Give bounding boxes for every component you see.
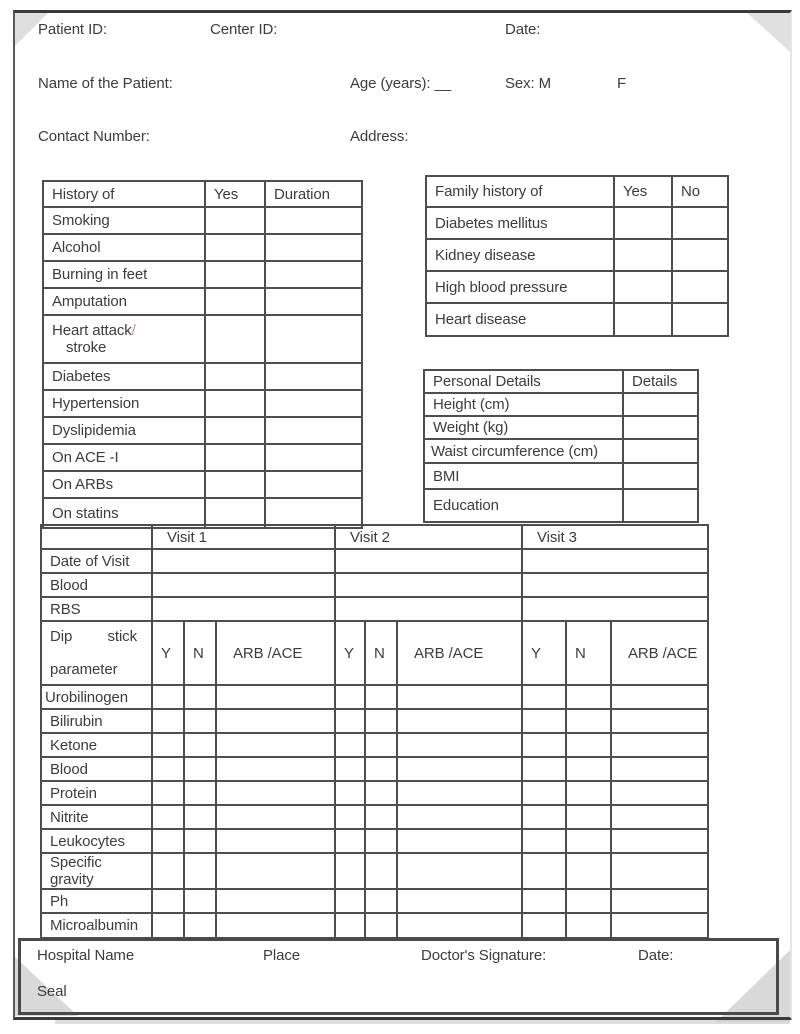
blank-cell — [614, 207, 672, 239]
blank-cell — [365, 733, 397, 757]
table-row — [41, 853, 708, 889]
blank-cell — [566, 709, 611, 733]
blank-cell — [611, 757, 708, 781]
blank-cell — [205, 315, 265, 363]
blank-cell — [184, 889, 216, 913]
blank-cell — [265, 261, 362, 288]
table-row — [43, 444, 362, 471]
blank-cell — [152, 573, 335, 597]
blank-cell — [335, 781, 365, 805]
blank-cell — [623, 416, 698, 439]
personal-details-table — [423, 369, 699, 523]
row-label: Waist circumference (cm) — [424, 439, 623, 463]
table-row — [43, 471, 362, 498]
blank-cell — [611, 889, 708, 913]
blank-cell — [522, 709, 566, 733]
table-row — [424, 393, 698, 416]
row-label: Ketone — [41, 733, 152, 757]
visit-header-row — [41, 525, 708, 549]
table-row — [424, 463, 698, 489]
blank-cell — [265, 444, 362, 471]
row-label: Diabetes mellitus — [426, 207, 614, 239]
blank-cell — [184, 913, 216, 938]
blank-cell — [152, 709, 184, 733]
blank-cell — [184, 685, 216, 709]
blank-cell — [265, 417, 362, 444]
hospital-name-label: Hospital Name — [37, 947, 135, 964]
blank-cell — [205, 444, 265, 471]
blank-cell — [522, 685, 566, 709]
family-header-row — [426, 176, 728, 207]
page-corner-fold-top-right — [745, 11, 790, 52]
blank-cell — [265, 363, 362, 390]
row-label: High blood pressure — [426, 271, 614, 303]
row-label: Amputation — [43, 288, 205, 315]
blank-cell — [365, 709, 397, 733]
address-label: Address: — [350, 128, 409, 145]
blank-cell — [216, 829, 335, 853]
blank-cell — [216, 889, 335, 913]
personal-details-header: Personal Details — [424, 370, 623, 393]
blank-cell — [335, 829, 365, 853]
row-label: Urobilinogen — [41, 685, 152, 709]
blank-cell — [611, 733, 708, 757]
table-row — [424, 416, 698, 439]
blank-cell — [216, 757, 335, 781]
row-label: Dyslipidemia — [43, 417, 205, 444]
table-row — [426, 239, 728, 271]
row-label: Leukocytes — [41, 829, 152, 853]
blank-cell — [216, 853, 335, 889]
row-label: Protein — [41, 781, 152, 805]
n-header: N — [184, 621, 216, 685]
blank-cell — [335, 709, 365, 733]
blank-cell — [205, 363, 265, 390]
row-label: Nitrite — [41, 805, 152, 829]
table-row — [43, 261, 362, 288]
blank-cell — [335, 597, 522, 621]
blank-cell — [335, 549, 522, 573]
blank-cell — [397, 829, 522, 853]
row-label: On ARBs — [43, 471, 205, 498]
blank-cell — [522, 781, 566, 805]
blank-cell — [397, 709, 522, 733]
row-label: BMI — [424, 463, 623, 489]
n-header: N — [566, 621, 611, 685]
blank-cell — [397, 685, 522, 709]
blank-cell — [205, 234, 265, 261]
blank-cell — [205, 417, 265, 444]
row-label: Bilirubin — [41, 709, 152, 733]
seal-date-label: Date: — [638, 947, 674, 964]
blank-cell — [216, 913, 335, 938]
blank-cell — [152, 805, 184, 829]
blank-cell — [522, 733, 566, 757]
row-label: Date of Visit — [41, 549, 152, 573]
blank-cell — [265, 471, 362, 498]
blank-cell — [205, 471, 265, 498]
blank-cell — [566, 733, 611, 757]
patient-name-label: Name of the Patient: — [38, 75, 173, 92]
hospital-seal-box — [18, 938, 779, 1015]
table-row — [426, 271, 728, 303]
blank-cell — [672, 271, 728, 303]
blank-cell — [205, 288, 265, 315]
blank-cell — [184, 853, 216, 889]
blank-cell — [672, 303, 728, 336]
table-row — [424, 439, 698, 463]
yes-header: Yes — [614, 176, 672, 207]
blank-cell — [335, 573, 522, 597]
table-row — [424, 489, 698, 522]
blank-cell — [365, 685, 397, 709]
blank-cell — [522, 597, 708, 621]
row-label: Smoking — [43, 207, 205, 234]
row-label: Heart disease — [426, 303, 614, 336]
table-row — [43, 363, 362, 390]
arb-ace-header: ARB /ACE — [216, 621, 335, 685]
blank-cell — [397, 733, 522, 757]
blank-cell — [623, 439, 698, 463]
date-label: Date: — [505, 21, 541, 38]
yes-header: Yes — [205, 181, 265, 207]
visit-1-header: Visit 1 — [152, 525, 335, 549]
history-header: History of — [43, 181, 205, 207]
blank-cell — [205, 390, 265, 417]
blank-cell — [522, 853, 566, 889]
blank-cell — [522, 829, 566, 853]
blank-cell — [365, 757, 397, 781]
table-row — [41, 913, 708, 938]
blank-cell — [397, 853, 522, 889]
blank-cell — [522, 805, 566, 829]
sex-female-label: F — [617, 75, 627, 92]
visit-3-header: Visit 3 — [522, 525, 708, 549]
blank-cell — [365, 913, 397, 938]
blank-cell — [335, 733, 365, 757]
personal-header-row — [424, 370, 698, 393]
table-row — [43, 207, 362, 234]
blank-cell — [672, 239, 728, 271]
blank-cell — [152, 733, 184, 757]
blank-cell — [335, 757, 365, 781]
table-row — [43, 234, 362, 261]
table-row — [43, 315, 362, 363]
y-header: Y — [522, 621, 566, 685]
table-row — [43, 417, 362, 444]
seal-label: Seal — [37, 983, 67, 1000]
blank-cell — [566, 781, 611, 805]
blank-cell — [397, 805, 522, 829]
blank-cell — [41, 525, 152, 549]
blank-cell — [184, 805, 216, 829]
blank-cell — [566, 685, 611, 709]
blank-cell — [335, 889, 365, 913]
place-label: Place — [263, 947, 301, 964]
page-shadow — [55, 1020, 790, 1024]
blank-cell — [365, 829, 397, 853]
blank-cell — [335, 913, 365, 938]
row-label: On ACE -I — [43, 444, 205, 471]
row-label: Specific gravity — [41, 853, 152, 889]
blank-cell — [611, 781, 708, 805]
patient-id-label: Patient ID: — [38, 21, 107, 38]
visit-2-header: Visit 2 — [335, 525, 522, 549]
blank-cell — [614, 303, 672, 336]
blank-cell — [566, 829, 611, 853]
duration-header: Duration — [265, 181, 362, 207]
blank-cell — [184, 757, 216, 781]
blank-cell — [522, 913, 566, 938]
blank-cell — [152, 889, 184, 913]
blank-cell — [611, 709, 708, 733]
family-history-table — [425, 175, 729, 337]
blank-cell — [566, 889, 611, 913]
row-label: Height (cm) — [424, 393, 623, 416]
table-row — [43, 390, 362, 417]
blank-cell — [216, 733, 335, 757]
blank-cell — [522, 549, 708, 573]
row-label: Ph — [41, 889, 152, 913]
red-slash: / — [131, 322, 136, 339]
blank-cell — [611, 829, 708, 853]
row-label: Kidney disease — [426, 239, 614, 271]
blank-cell — [216, 805, 335, 829]
doctor-signature-label: Doctor's Signature: — [421, 947, 547, 964]
table-row — [41, 829, 708, 853]
table-row — [41, 709, 708, 733]
table-row — [41, 733, 708, 757]
family-history-header: Family history of — [426, 176, 614, 207]
row-label: RBS — [41, 597, 152, 621]
blank-cell — [611, 913, 708, 938]
blank-cell — [152, 853, 184, 889]
blank-cell — [611, 853, 708, 889]
blank-cell — [614, 271, 672, 303]
dipstick-header-row — [41, 621, 708, 685]
table-row — [41, 597, 708, 621]
blank-cell — [152, 757, 184, 781]
arb-ace-header: ARB /ACE — [611, 621, 708, 685]
table-row — [41, 781, 708, 805]
blank-cell — [152, 549, 335, 573]
blank-cell — [672, 207, 728, 239]
blank-cell — [623, 393, 698, 416]
table-row — [41, 573, 708, 597]
blank-cell — [205, 207, 265, 234]
blank-cell — [184, 709, 216, 733]
row-label: Diabetes — [43, 363, 205, 390]
table-row — [41, 805, 708, 829]
blank-cell — [205, 261, 265, 288]
blank-cell — [152, 829, 184, 853]
blank-cell — [335, 685, 365, 709]
contact-number-label: Contact Number: — [38, 128, 150, 145]
blank-cell — [365, 853, 397, 889]
y-header: Y — [335, 621, 365, 685]
blank-cell — [152, 913, 184, 938]
blank-cell — [184, 733, 216, 757]
y-header: Y — [152, 621, 184, 685]
row-label: Alcohol — [43, 234, 205, 261]
blank-cell — [216, 685, 335, 709]
row-label: Burning in feet — [43, 261, 205, 288]
blank-cell — [566, 853, 611, 889]
blank-cell — [397, 781, 522, 805]
blank-cell — [335, 805, 365, 829]
row-label: Hypertension — [43, 390, 205, 417]
details-header: Details — [623, 370, 698, 393]
table-row — [426, 303, 728, 336]
blank-cell — [614, 239, 672, 271]
age-label: Age (years): __ — [350, 75, 452, 92]
n-header: N — [365, 621, 397, 685]
blank-cell — [365, 889, 397, 913]
blank-cell — [611, 805, 708, 829]
blank-cell — [397, 889, 522, 913]
blank-cell — [265, 390, 362, 417]
blank-cell — [216, 709, 335, 733]
blank-cell — [623, 463, 698, 489]
row-label: On statins — [43, 498, 205, 528]
center-id-label: Center ID: — [210, 21, 278, 38]
table-row — [41, 889, 708, 913]
blank-cell — [216, 781, 335, 805]
blank-cell — [152, 685, 184, 709]
blank-cell — [265, 315, 362, 363]
blank-cell — [265, 207, 362, 234]
row-label: Blood — [41, 757, 152, 781]
history-header-row — [43, 181, 362, 207]
row-label: Blood — [41, 573, 152, 597]
blank-cell — [335, 853, 365, 889]
blank-cell — [611, 685, 708, 709]
row-label: Microalbumin — [41, 913, 152, 938]
no-header: No — [672, 176, 728, 207]
table-row — [41, 549, 708, 573]
blank-cell — [522, 757, 566, 781]
blank-cell — [265, 288, 362, 315]
blank-cell — [152, 781, 184, 805]
row-label: Weight (kg) — [424, 416, 623, 439]
blank-cell — [152, 597, 335, 621]
history-table — [42, 180, 363, 529]
arb-ace-header: ARB /ACE — [397, 621, 522, 685]
blank-cell — [566, 805, 611, 829]
row-label: Heart attack/ stroke — [43, 315, 205, 363]
blank-cell — [566, 913, 611, 938]
blank-cell — [265, 234, 362, 261]
row-label: Education — [424, 489, 623, 522]
blank-cell — [184, 829, 216, 853]
dipstick-parameter-label: Dip stick parameter — [41, 621, 152, 685]
blank-cell — [623, 489, 698, 522]
table-row — [41, 757, 708, 781]
blank-cell — [365, 781, 397, 805]
blank-cell — [566, 757, 611, 781]
visits-table — [40, 524, 709, 939]
blank-cell — [184, 781, 216, 805]
table-row — [426, 207, 728, 239]
table-row — [41, 685, 708, 709]
blank-cell — [522, 573, 708, 597]
blank-cell — [522, 889, 566, 913]
table-row — [43, 288, 362, 315]
sex-male-label: Sex: M — [505, 75, 552, 92]
blank-cell — [397, 913, 522, 938]
blank-cell — [397, 757, 522, 781]
blank-cell — [365, 805, 397, 829]
